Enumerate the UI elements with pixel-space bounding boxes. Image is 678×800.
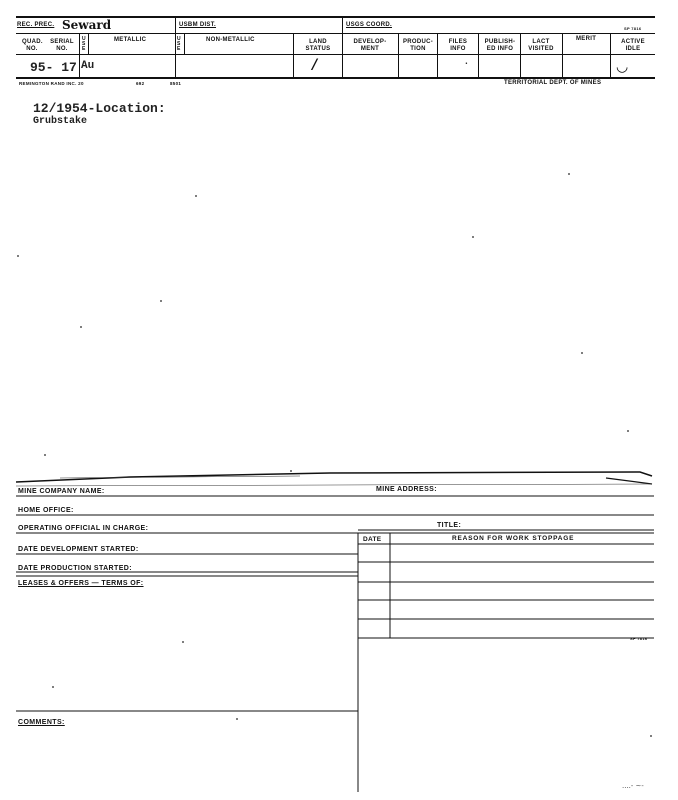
rec-prec-value: Seward	[62, 18, 112, 32]
active-idle-value: ◡	[616, 59, 629, 75]
col-last-visited: LACT VISITED	[528, 39, 554, 52]
col-use-code-2: U S E	[177, 36, 181, 52]
land-status-value: /	[312, 57, 318, 73]
date-dev-started-label: DATE DEVELOPMENT STARTED:	[18, 546, 139, 553]
metallic-value: Au	[81, 60, 95, 72]
col-metallic: METALLIC	[114, 37, 147, 43]
col-published-info: PUBLISH- ED INFO	[484, 39, 516, 52]
col-serial-no: SERIAL NO.	[50, 39, 74, 52]
col-use-code-1: U S E	[82, 36, 86, 52]
usbm-dist-label: USBM DIST.	[179, 22, 217, 28]
col-non-metallic: NON-METALLIC	[206, 37, 255, 43]
col-production: PRODUC- TION	[402, 39, 434, 52]
reason-column-header: REASON FOR WORK STOPPAGE	[452, 535, 575, 542]
date-prod-started-label: DATE PRODUCTION STARTED:	[18, 565, 132, 572]
dept-label: TERRITORIAL DEPT. OF MINES	[504, 80, 602, 86]
code-b: 8501	[170, 81, 182, 86]
home-office-label: HOME OFFICE:	[18, 507, 74, 514]
mine-company-name-label: MINE COMPANY NAME:	[18, 488, 105, 495]
quad-serial-value: 95- 17	[30, 60, 77, 75]
files-info-value: ·	[465, 58, 468, 68]
form-number-top: SP 7816	[624, 26, 642, 31]
rec-prec-label: REC. PREC.	[17, 22, 55, 28]
col-development: DEVELOP- MENT	[353, 39, 387, 52]
leases-offers-label: LEASES & OFFERS — TERMS OF:	[18, 580, 144, 587]
mine-address-label: MINE ADDRESS:	[376, 486, 437, 493]
col-files-info: FILES INFO	[448, 39, 468, 52]
usgs-coord-label: USGS COORD.	[346, 22, 392, 28]
title-label: TITLE:	[437, 522, 462, 529]
code-a: 692	[136, 81, 145, 86]
date-column-header: DATE	[363, 536, 382, 543]
col-land-status: LAND STATUS	[305, 39, 331, 52]
col-active-idle: ACTIVE IDLE	[621, 39, 645, 52]
note-line-2: Grubstake	[33, 116, 88, 127]
col-merit: MERIT	[576, 36, 597, 42]
note-line-1: 12/1954-Location:	[33, 101, 166, 116]
comments-label: COMMENTS:	[18, 719, 65, 726]
corner-mark: ....- ~-	[622, 782, 644, 790]
col-quad-no: QUAD. NO.	[22, 39, 43, 52]
operating-official-label: OPERATING OFFICIAL IN CHARGE:	[18, 525, 149, 532]
printer-label: REMINGTON RAND INC. 20	[19, 81, 84, 86]
form-number-bottom: SP 7816	[630, 636, 648, 641]
